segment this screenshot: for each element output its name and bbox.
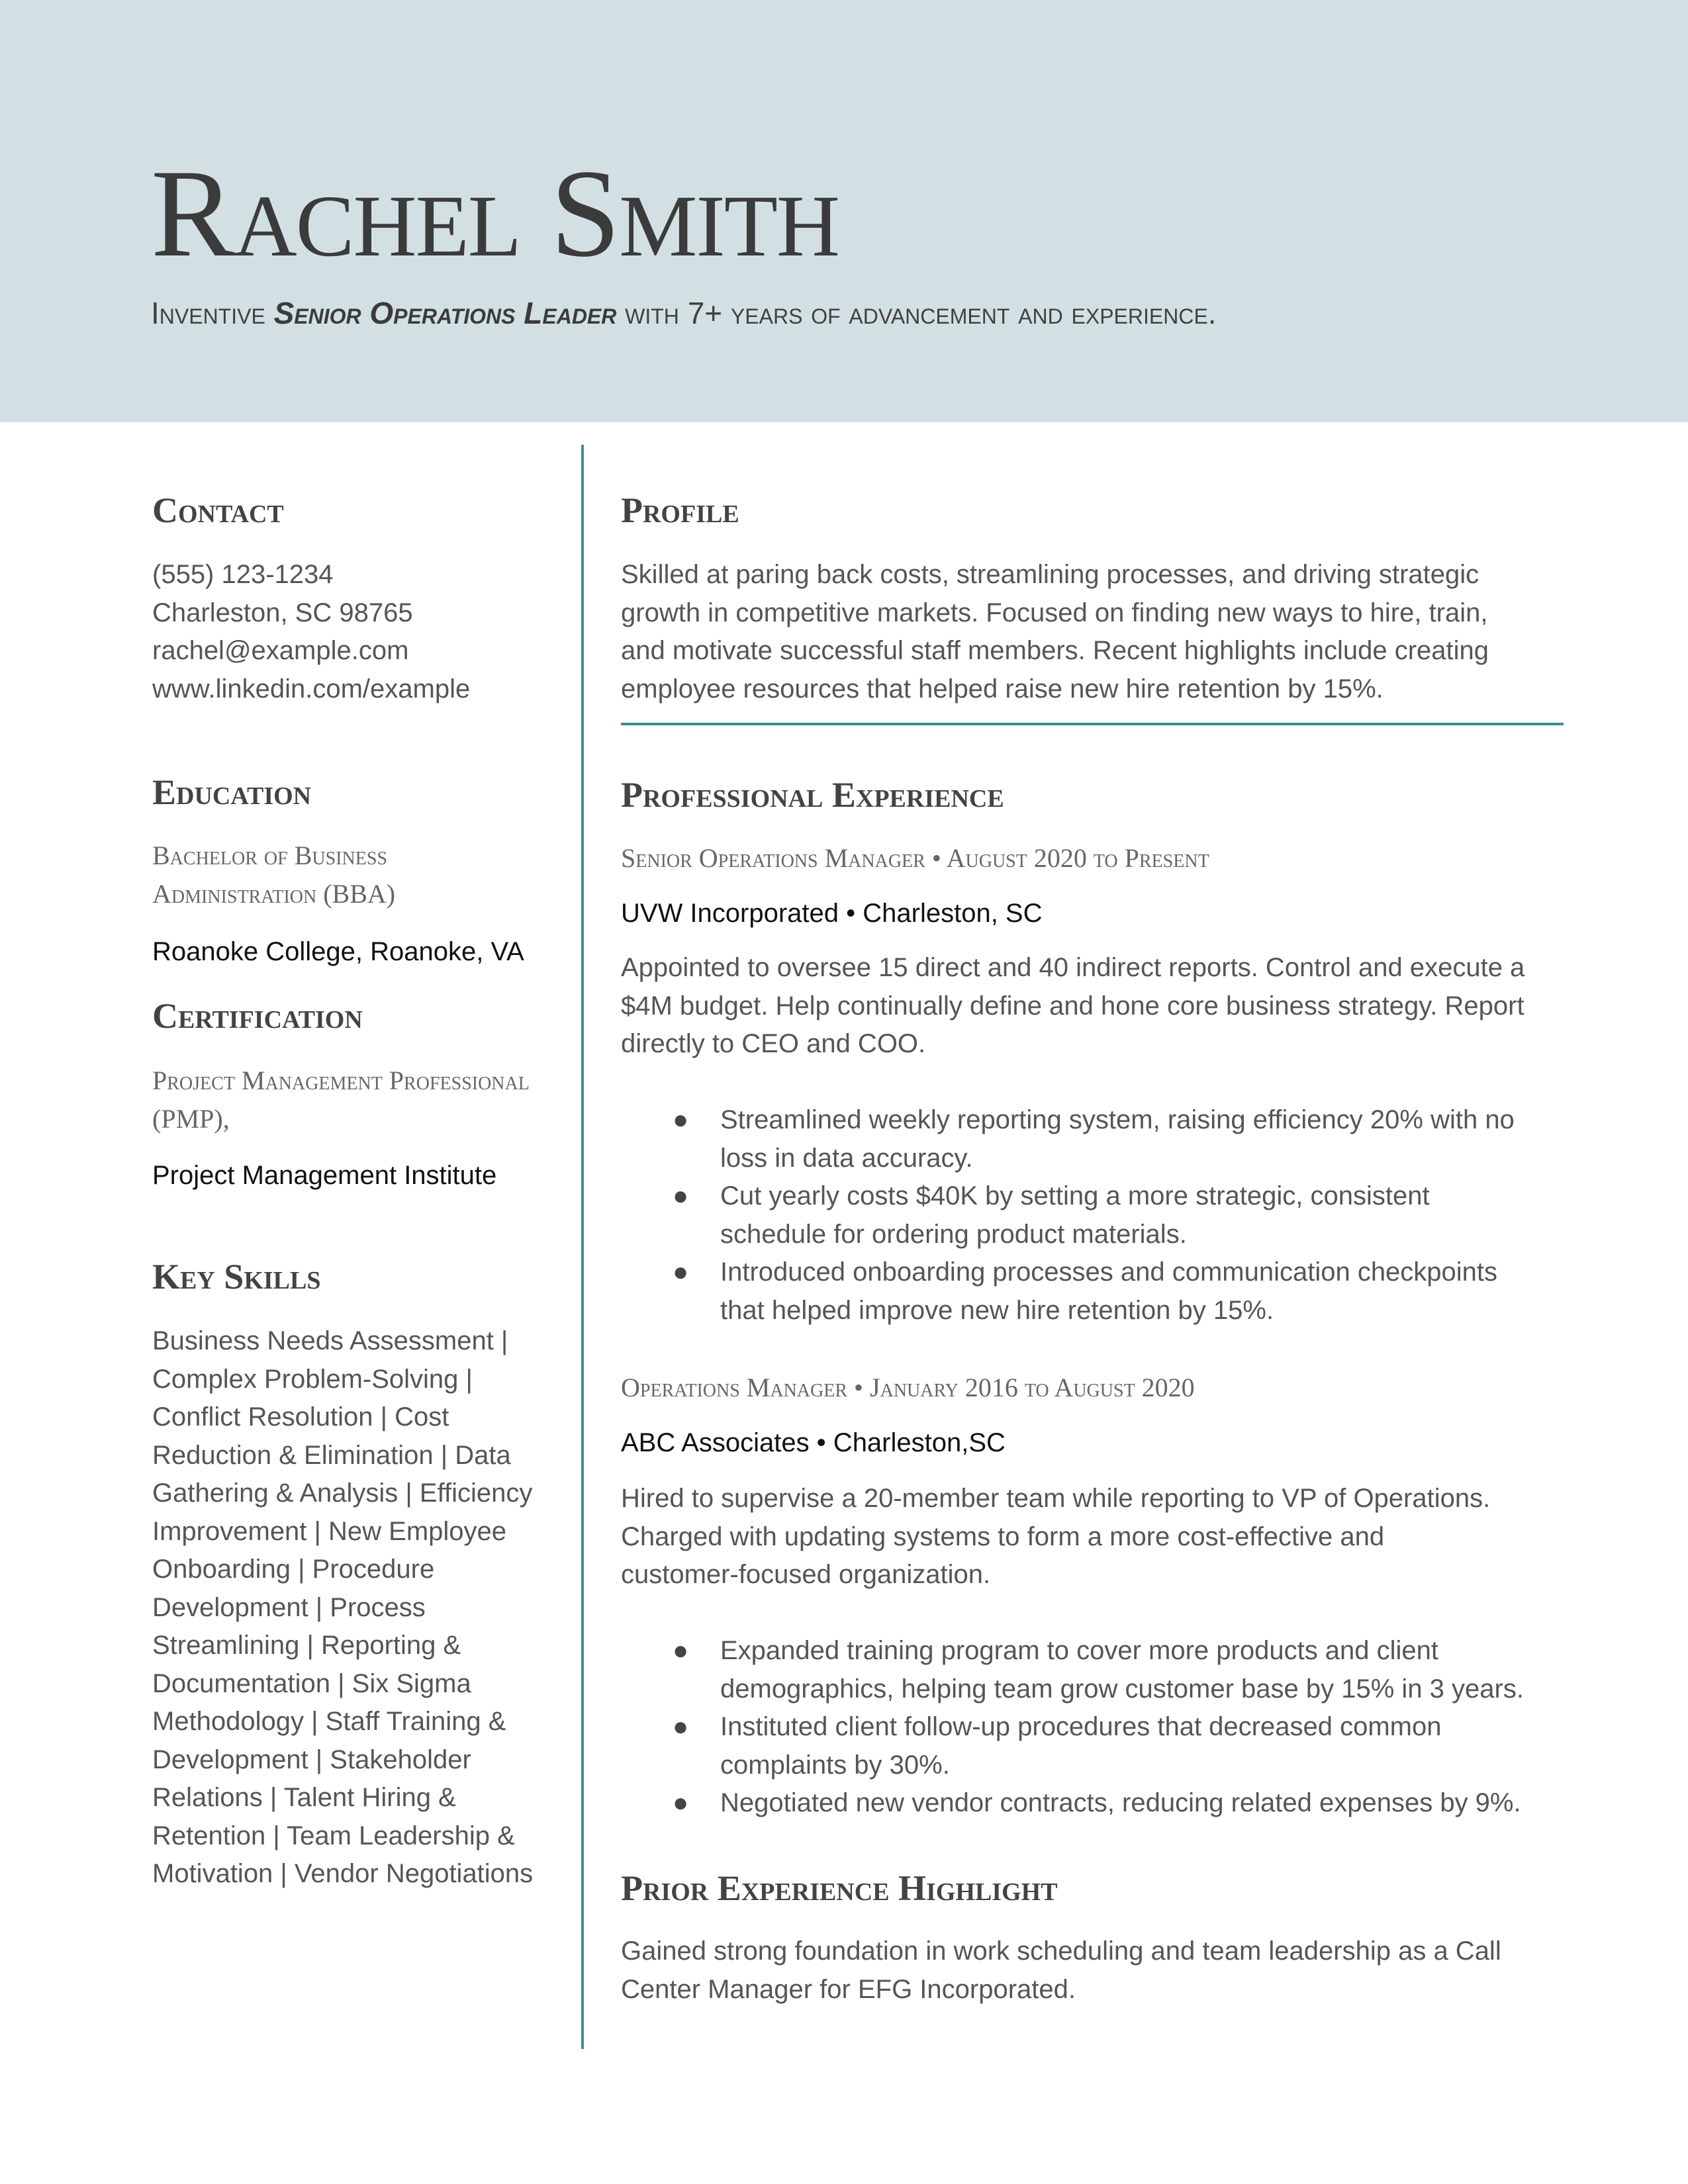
bullet-icon: ● (673, 1636, 689, 1665)
bullet-line: Introduced onboarding processes and communication checkpoints (720, 1257, 1498, 1287)
tagline (151, 295, 1217, 331)
prior-line: Center Manager for EFG Incorporated. (621, 1974, 1076, 2004)
skills-list (152, 1322, 533, 1893)
skills-line: Motivation | Vendor Negotiations (152, 1859, 534, 1888)
skills-line: Onboarding | Procedure (152, 1555, 435, 1584)
candidate-name: Rachel Smith (151, 144, 839, 283)
job-company: ABC Associates • Charleston,SC (621, 1428, 1006, 1457)
bullet-line: Cut yearly costs $40K by setting a more strategic, consistent (720, 1181, 1430, 1210)
profile-line: employee resources that helped raise new hire retention by 15%. (621, 674, 1383, 704)
certification-line-2: (PMP), (152, 1104, 230, 1134)
skills-line: Relations | Talent Hiring & (152, 1783, 456, 1812)
job-heading: Senior Operations Manager • August 2020 to Present (621, 843, 1209, 873)
skills-line: Conflict Resolution | Cost (152, 1402, 449, 1432)
job-summary-line: directly to CEO and COO. (621, 1029, 926, 1058)
tagline-pre: Inventive (151, 296, 274, 330)
bullet-icon: ● (673, 1257, 689, 1287)
job-heading: Operations Manager • January 2016 to August 2020 (621, 1373, 1195, 1402)
bullet-line: loss in data accuracy. (720, 1143, 973, 1173)
bullet-icon: ● (673, 1788, 689, 1817)
contact-location: Charleston, SC 98765 (152, 598, 413, 627)
bullet-line: Negotiated new vendor contracts, reducing related expenses by 9%. (720, 1788, 1521, 1817)
contact-phone: (555) 123-1234 (152, 560, 334, 589)
contact-linkedin: www.linkedin.com/example (152, 674, 471, 704)
job-summary (621, 1480, 1490, 1594)
contact-title: Contact (152, 490, 284, 530)
skills-line: Reduction & Elimination | Data (152, 1440, 511, 1470)
degree (152, 837, 395, 913)
bullet-icon: ● (673, 1105, 689, 1134)
profile-text (621, 556, 1489, 708)
school: Roanoke College, Roanoke, VA (152, 937, 524, 966)
bullet-icon: ● (673, 1712, 689, 1741)
tagline-highlight: Senior Operations Leader (273, 296, 617, 330)
bullet-line: schedule for ordering product materials. (720, 1219, 1187, 1249)
skills-line: Gathering & Analysis | Efficiency (152, 1479, 533, 1508)
profile-title: Profile (621, 490, 739, 530)
job-bullets (621, 1632, 1524, 1823)
degree-line-2: Administration (BBA) (152, 879, 396, 909)
job-summary-line: Charged with updating systems to form a more cost-effective and (621, 1522, 1385, 1551)
skills-line: Complex Problem-Solving | (152, 1364, 473, 1394)
list-item (621, 1253, 1515, 1330)
certification-issuer: Project Management Institute (152, 1161, 497, 1190)
skills-line: Development | Process (152, 1592, 426, 1622)
profile-separator (621, 723, 1564, 725)
skills-line: Development | Stakeholder (152, 1745, 471, 1774)
profile-line: growth in competitive markets. Focused on finding new ways to hire, train, (621, 598, 1488, 627)
experience-title: Professional Experience (621, 775, 1004, 815)
tagline-post: with 7+ years of advancement and experience. (616, 296, 1217, 330)
list-item (621, 1632, 1524, 1708)
bullet-line: Expanded training program to cover more products and client (720, 1636, 1439, 1665)
degree-line-1: Bachelor of Business (152, 841, 387, 870)
prior-experience-text (621, 1933, 1501, 2009)
job-summary-line: Hired to supervise a 20-member team while reporting to VP of Operations. (621, 1484, 1491, 1513)
list-item (621, 1177, 1515, 1253)
job-company: UVW Incorporated • Charleston, SC (621, 899, 1043, 928)
bullet-line: Streamlined weekly reporting system, raising efficiency 20% with no (720, 1105, 1515, 1134)
contact-details (152, 556, 470, 708)
profile-line: and motivate successful staff members. Recent highlights include creating (621, 636, 1489, 665)
bullet-line: demographics, helping team grow customer base by 15% in 3 years. (720, 1674, 1524, 1704)
skills-line: Methodology | Staff Training & (152, 1707, 506, 1736)
header-banner (0, 0, 1688, 422)
skills-line: Documentation | Six Sigma (152, 1668, 471, 1698)
skills-line: Streamlining | Reporting & (152, 1631, 461, 1660)
skills-line: Retention | Team Leadership & (152, 1821, 515, 1850)
certification-title: Certification (152, 996, 363, 1036)
job-summary-line: Appointed to oversee 15 direct and 40 indirect reports. Control and execute a (621, 953, 1525, 982)
prior-line: Gained strong foundation in work scheduling and team leadership as a Call (621, 1936, 1501, 1966)
education-title: Education (152, 772, 312, 812)
prior-experience-title: Prior Experience Highlight (621, 1868, 1058, 1908)
job-summary (621, 949, 1524, 1064)
certification-name (152, 1062, 530, 1138)
list-item (621, 1708, 1524, 1784)
bullet-line: Instituted client follow-up procedures that decreased common (720, 1712, 1442, 1741)
job-summary-line: customer-focused organization. (621, 1560, 991, 1589)
job-bullets (621, 1101, 1515, 1330)
certification-line-1: Project Management Professional (152, 1066, 530, 1095)
bullet-line: complaints by 30%. (720, 1750, 950, 1780)
list-item (621, 1784, 1524, 1823)
profile-line: Skilled at paring back costs, streamlining processes, and driving strategic (621, 560, 1479, 589)
skills-title: Key Skills (152, 1257, 321, 1297)
contact-email: rachel@example.com (152, 636, 409, 665)
column-divider (581, 445, 584, 2049)
skills-line: Business Needs Assessment | (152, 1326, 508, 1355)
job-summary-line: $4M budget. Help continually define and hone core business strategy. Report (621, 991, 1524, 1021)
bullet-icon: ● (673, 1181, 689, 1210)
bullet-line: that helped improve new hire retention by 15%. (720, 1295, 1274, 1325)
list-item (621, 1101, 1515, 1177)
skills-line: Improvement | New Employee (152, 1516, 507, 1546)
